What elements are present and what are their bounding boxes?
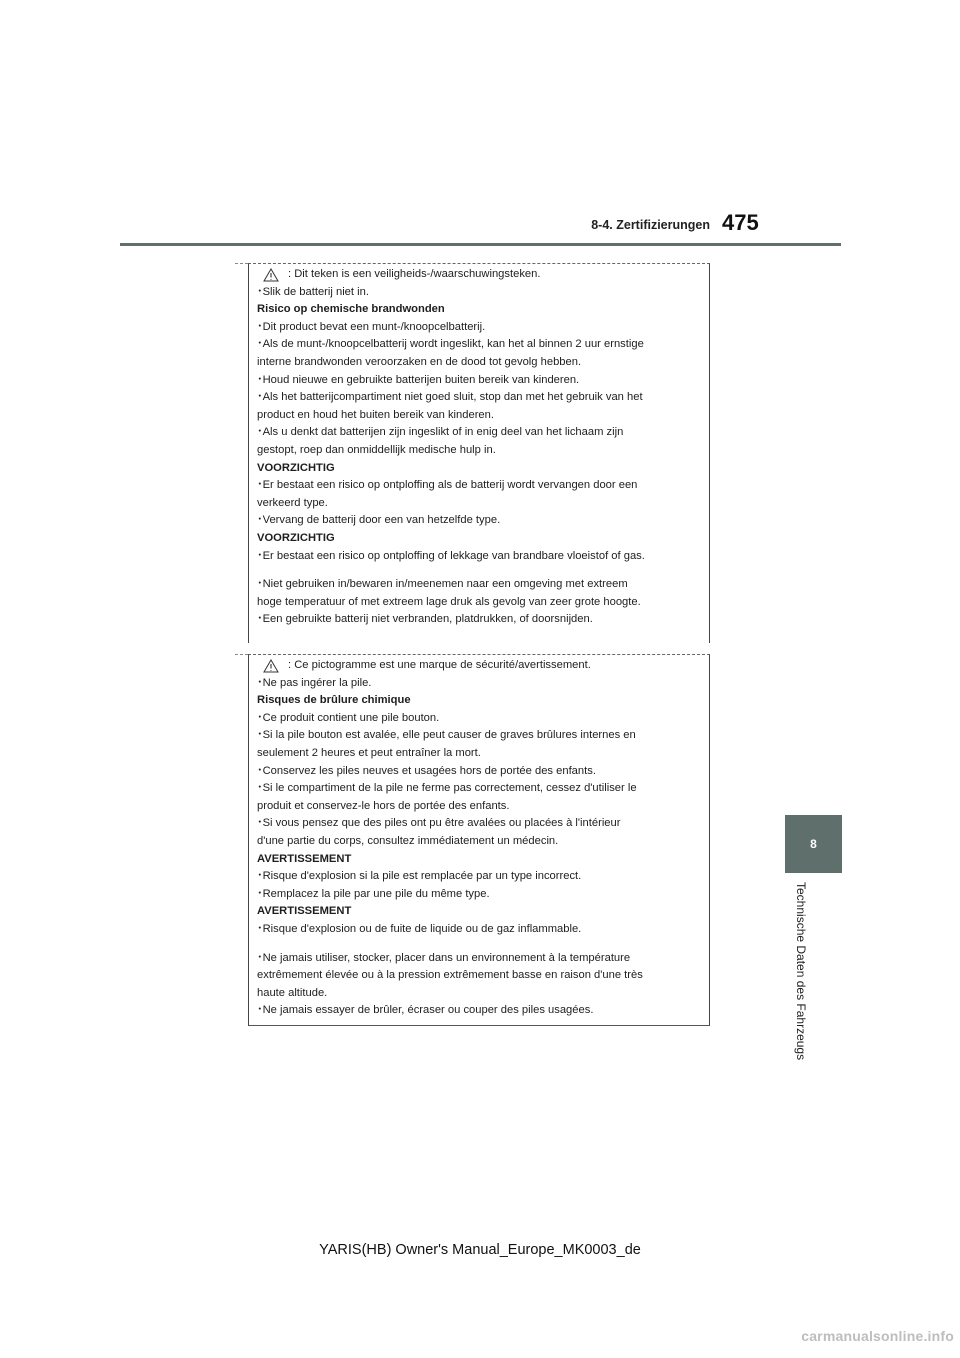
notice-line: ･Ne jamais utiliser, stocker, placer dans un environnement à la température [257, 951, 631, 964]
notice-line: ･Niet gebruiken in/bewaren in/meenemen naar een omgeving met extreem [257, 578, 628, 591]
notice-line: ･Er bestaat een risico op ontploffing als de batterij wordt vervangen door een [257, 479, 638, 492]
notice-line: ･Als de munt-/knoopcelbatterij wordt ingeslikt, kan het al binnen 2 uur ernstige [257, 338, 644, 351]
notice-line: ･Ce produit contient une pile bouton. [257, 711, 440, 724]
notice-line: ･Si la pile bouton est avalée, elle peut causer de graves brûlures internes en [257, 729, 636, 742]
notice-line: gestopt, roep dan onmiddellijk medische hulp in. [257, 443, 496, 456]
notice-line: seulement 2 heures et peut entraîner la mort. [257, 746, 481, 759]
notice-line: extrêmement élevée ou à la pression extrêmement basse en raison d'une très [257, 969, 643, 982]
notice-box-french [248, 654, 710, 1026]
warning-statement [257, 266, 701, 284]
notice-line: ･Een gebruikte batterij niet verbranden, platdrukken, of doorsnijden. [257, 613, 593, 626]
page-number: 475 [722, 210, 759, 235]
notice-line: verkeerd type. [257, 496, 328, 509]
footer-manual-title: YARIS(HB) Owner's Manual_Europe_MK0003_de [319, 1242, 641, 1258]
notice-line: ･Als u denkt dat batterijen zijn ingeslikt of in enig deel van het lichaam zijn [257, 426, 624, 439]
header-rule [120, 243, 841, 246]
notice-heading: AVERTISSEMENT [257, 905, 352, 918]
notice-line: ･Risque d'explosion ou de fuite de liquide ou de gaz inflammable. [257, 922, 582, 935]
notice-line: ･Remplacez la pile par une pile du même type. [257, 887, 490, 900]
notice-line: ･Er bestaat een risico op ontploffing of lekkage van brandbare vloeistof of gas. [257, 549, 645, 562]
notice-line: d'une partie du corps, consultez immédiatement un médecin. [257, 834, 559, 847]
warning-triangle-icon [263, 659, 279, 673]
notice-heading: VOORZICHTIG [257, 531, 335, 544]
chapter-tab [785, 815, 842, 873]
notice-line: ･Vervang de batterij door een van hetzelfde type. [257, 514, 501, 527]
notice-box-dutch [248, 263, 710, 643]
notice-line: ･Ne jamais essayer de brûler, écraser ou couper des piles usagées. [257, 1004, 594, 1017]
notice-line: hoge temperatuur of met extreem lage druk als gevolg van zeer grote hoogte. [257, 595, 641, 608]
warning-statement [257, 657, 701, 675]
notice-line: produit et conservez-le hors de portée des enfants. [257, 799, 510, 812]
notice-line: ･Houd nieuwe en gebruikte batterijen buiten bereik van kinderen. [257, 373, 580, 386]
box-top-rule-left-nl [235, 263, 248, 264]
notice-line: ･Si vous pensez que des piles ont pu être avalées ou placées à l'intérieur [257, 817, 621, 830]
section-title: 8-4. Zertifizierungen [591, 218, 710, 232]
warning-triangle-icon [263, 268, 279, 282]
chapter-number: 8 [810, 837, 817, 851]
notice-line: ･Si le compartiment de la pile ne ferme pas correctement, cessez d'utiliser le [257, 782, 637, 795]
notice-line: ･Risque d'explosion si la pile est remplacée par un type incorrect. [257, 870, 582, 883]
notice-line: ･Slik de batterij niet in. [257, 285, 369, 298]
box-top-rule-left-fr [235, 654, 248, 655]
notice-line: ･Conservez les piles neuves et usagées hors de portée des enfants. [257, 764, 596, 777]
watermark: carmanualsonline.info [801, 1328, 954, 1344]
notice-heading: AVERTISSEMENT [257, 852, 352, 865]
notice-heading: Risico op chemische brandwonden [257, 303, 445, 316]
warning-statement-text: : Ce pictogramme est une marque de sécurité/avertissement. [288, 659, 591, 671]
notice-heading: Risques de brûlure chimique [257, 694, 411, 707]
chapter-title: Technische Daten des Fahrzeugs [794, 882, 808, 1061]
notice-heading: VOORZICHTIG [257, 461, 335, 474]
notice-line: interne brandwonden veroorzaken en de dood tot gevolg hebben. [257, 355, 582, 368]
notice-line: ･Als het batterijcompartiment niet goed sluit, stop dan met het gebruik van het [257, 391, 643, 404]
warning-statement-text: : Dit teken is een veiligheids-/waarschuwingsteken. [288, 268, 541, 280]
notice-line: haute altitude. [257, 986, 328, 999]
notice-line: ･Dit product bevat een munt-/knoopcelbatterij. [257, 320, 486, 333]
notice-line: product en houd het buiten bereik van kinderen. [257, 408, 494, 421]
notice-line: ･Ne pas ingérer la pile. [257, 676, 372, 689]
